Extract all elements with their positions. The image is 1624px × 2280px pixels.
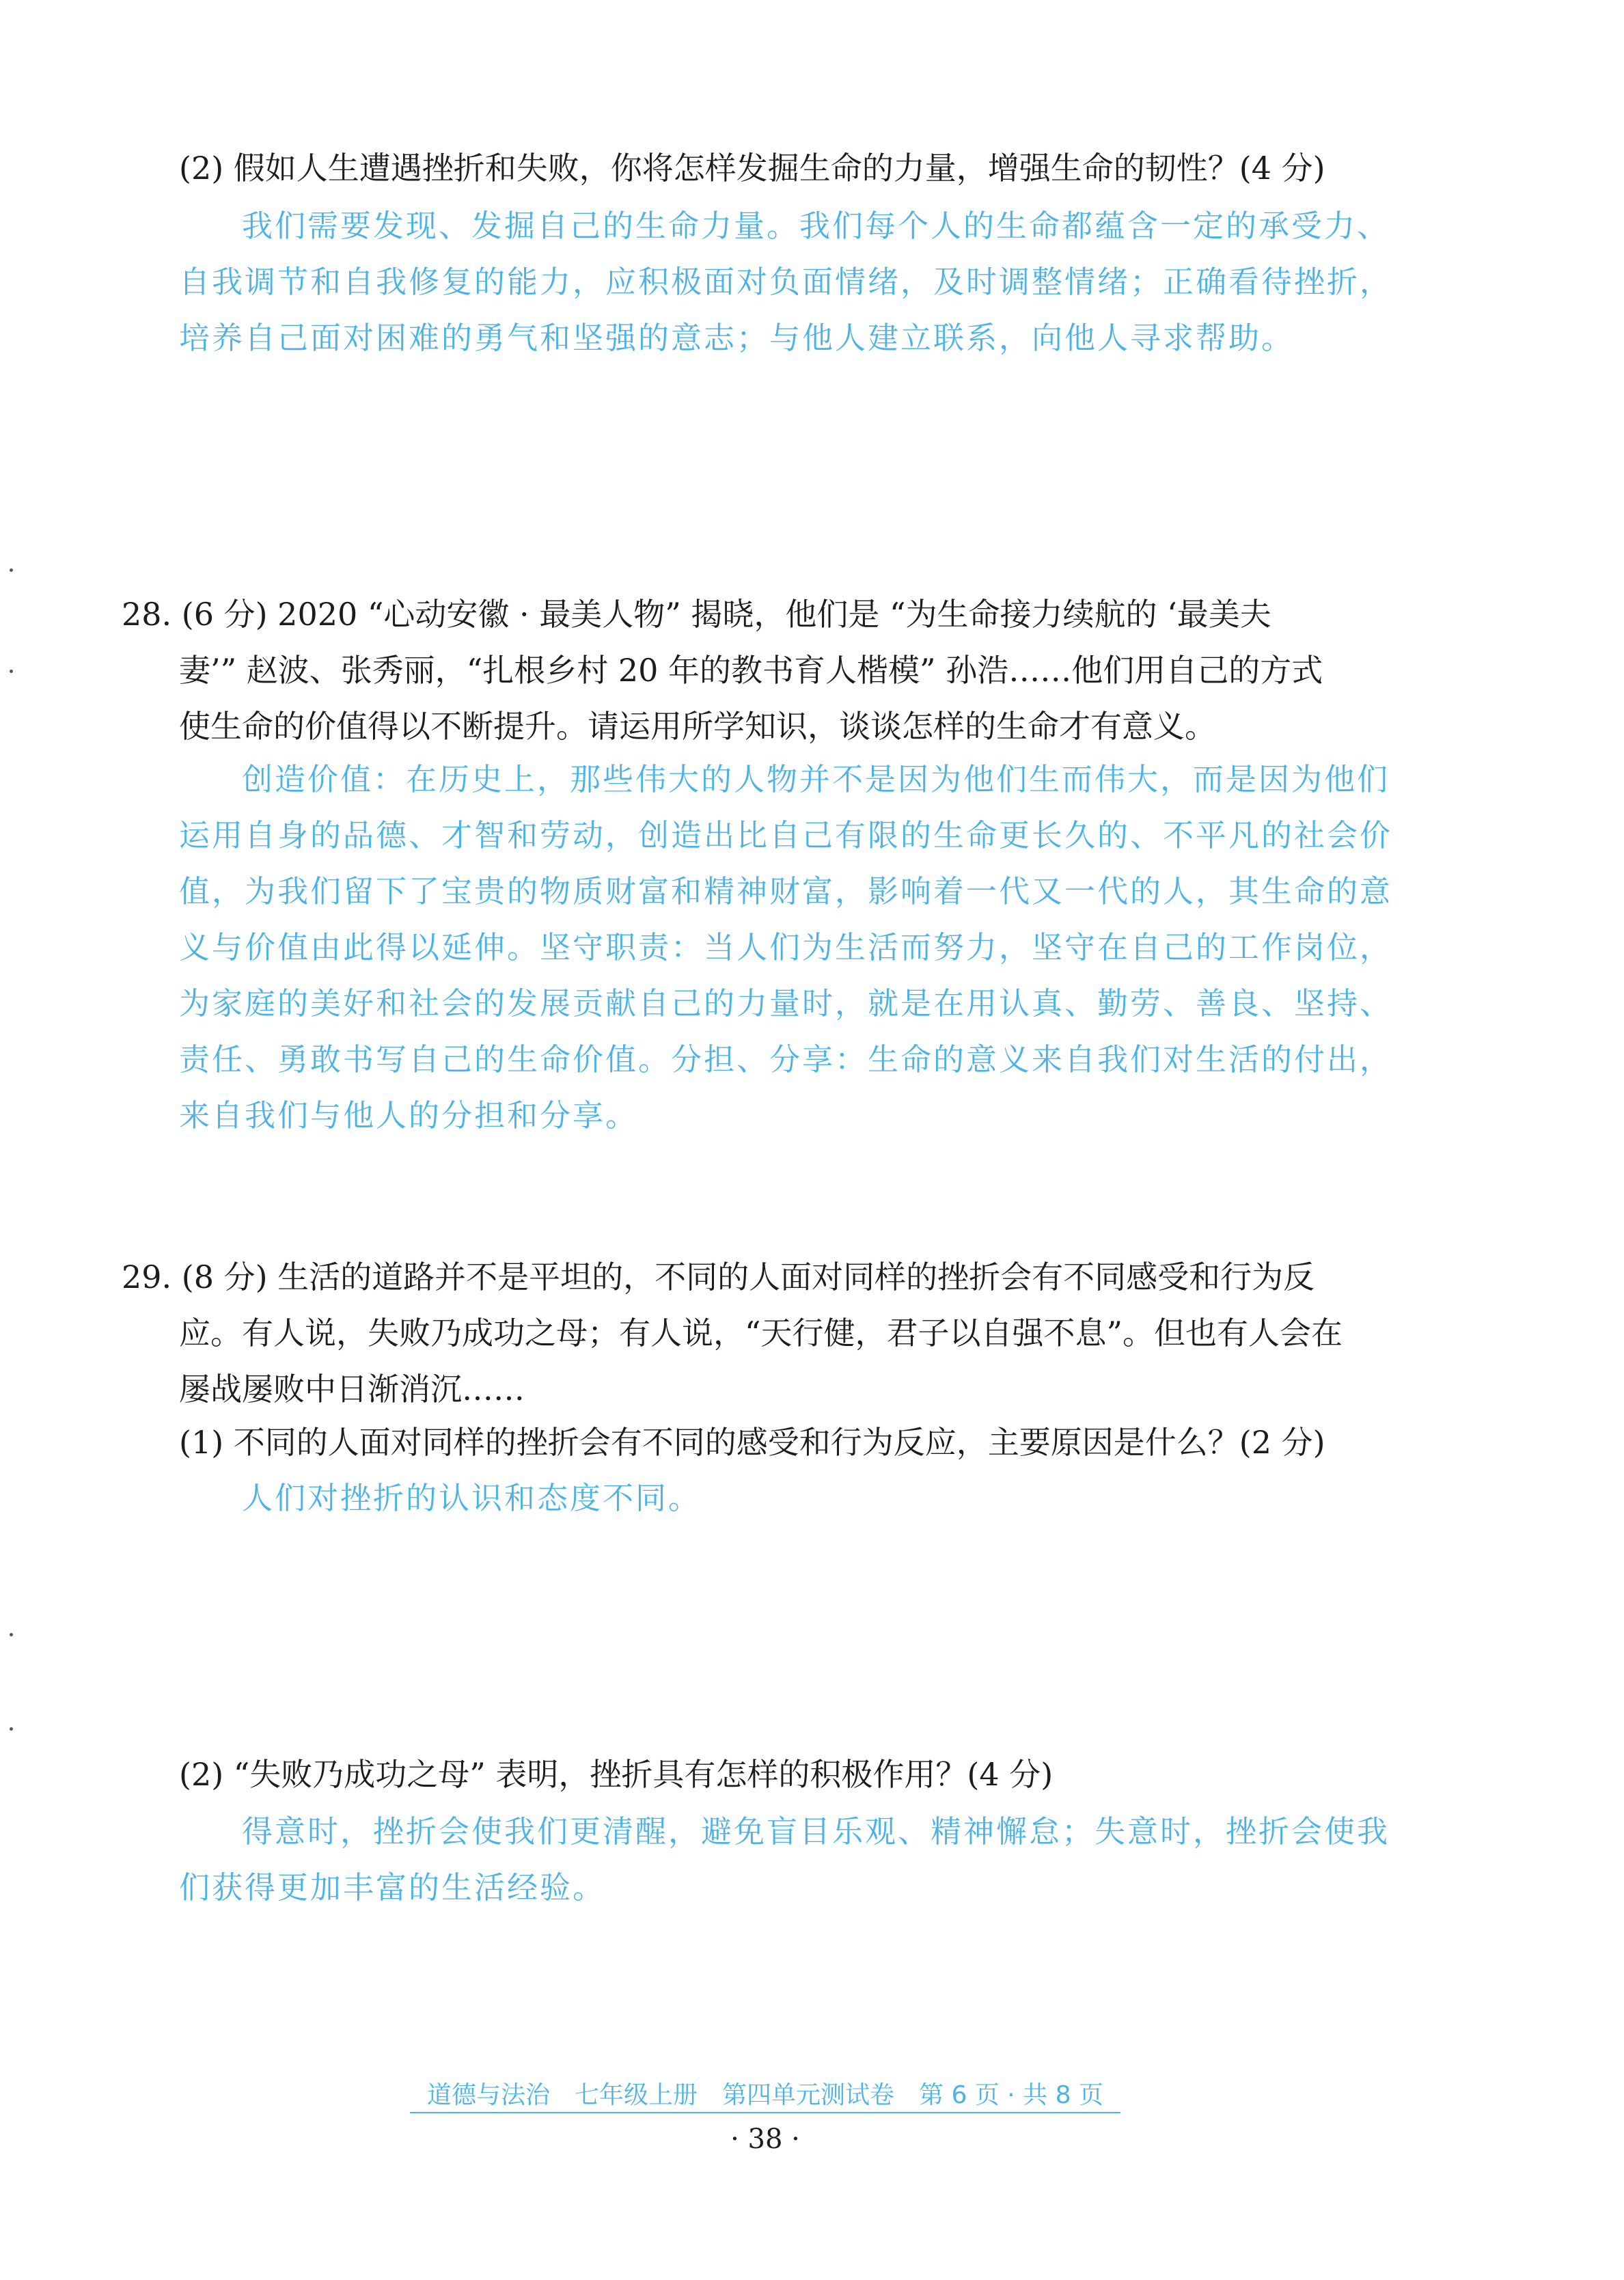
q27-sub2-answer — [179, 198, 1392, 366]
answer-line: 创造价值：在历史上，那些伟大的人物并不是因为他们生而伟大，而是因为他们 — [242, 761, 1390, 797]
question-line: 应。有人说，失败乃成功之母；有人说，“天行健，君子以自强不息”。但也有人会在 — [179, 1315, 1343, 1351]
answer-line: 自我调节和自我修复的能力，应积极面对负面情绪，及时调整情绪；正确看待挫折， — [179, 264, 1393, 300]
question-line: 28. (6 分) 2020 “心动安徽 · 最美人物” 揭晓，他们是 “为生命接力续航的 ‘最美夫 — [122, 596, 1271, 633]
q27-sub2-question: (2) 假如人生遭遇挫折和失败，你将怎样发掘生命的力量，增强生命的韧性？(4 分) — [179, 150, 1325, 187]
scan-speck — [10, 568, 13, 572]
question-line: 屡战屡败中日渐消沉…… — [179, 1371, 525, 1407]
answer-line: 我们需要发现、发掘自己的生命力量。我们每个人的生命都蕴含一定的承受力、 — [242, 208, 1390, 244]
answer-line: 值，为我们留下了宝贵的物质财富和精神财富，影响着一代又一代的人，其生命的意 — [179, 873, 1393, 909]
answer-line: 运用自身的品德、才智和劳动，创造出比自己有限的生命更长久的、不平凡的社会价 — [179, 817, 1393, 853]
q29-sub1-question: (1) 不同的人面对同样的挫折会有不同的感受和行为反应，主要原因是什么？(2 分) — [179, 1424, 1325, 1461]
scan-speck — [10, 1727, 13, 1731]
answer-line: 责任、勇敢书写自己的生命价值。分担、分享：生命的意义来自我们对生活的付出， — [179, 1041, 1393, 1077]
answer-line: 们获得更加丰富的生活经验。 — [179, 1869, 606, 1906]
question-line: 使生命的价值得以不断提升。请运用所学知识，谈谈怎样的生命才有意义。 — [179, 708, 1216, 745]
page-footer: 道德与法治 七年级上册 第四单元测试卷 第 6 页 · 共 8 页 — [410, 2076, 1120, 2113]
scan-speck — [10, 1633, 13, 1636]
answer-line: 为家庭的美好和社会的发展贡献自己的力量时，就是在用认真、勤劳、善良、坚持、 — [179, 985, 1393, 1021]
q28-question — [122, 586, 1323, 754]
page-number: · 38 · — [730, 2124, 800, 2155]
answer-line: 得意时，挫折会使我们更清醒，避免盲目乐观、精神懈怠；失意时，挫折会使我 — [242, 1813, 1390, 1850]
answer-line: 义与价值由此得以延伸。坚守职责：当人们为生活而努力，坚守在自己的工作岗位， — [179, 929, 1393, 965]
answer-line: 培养自己面对困难的勇气和坚强的意志；与他人建立联系，向他人寻求帮助。 — [179, 320, 1295, 356]
question-line: 妻’” 赵波、张秀丽，“扎根乡村 20 年的教书育人楷模” 孙浩……他们用自己的方式 — [179, 652, 1323, 689]
answer-line: 来自我们与他人的分担和分享。 — [179, 1097, 639, 1134]
question-line: 29. (8 分) 生活的道路并不是平坦的，不同的人面对同样的挫折会有不同感受和行为反 — [122, 1259, 1315, 1295]
q29-sub1-answer: 人们对挫折的认识和态度不同。 — [242, 1480, 702, 1516]
q29-sub2-question: (2) “失败乃成功之母” 表明，挫折具有怎样的积极作用？(4 分) — [179, 1756, 1054, 1793]
q29-question — [122, 1249, 1343, 1417]
scan-speck — [10, 670, 13, 673]
q29-sub2-answer — [179, 1804, 1390, 1916]
q28-answer — [179, 752, 1392, 1144]
